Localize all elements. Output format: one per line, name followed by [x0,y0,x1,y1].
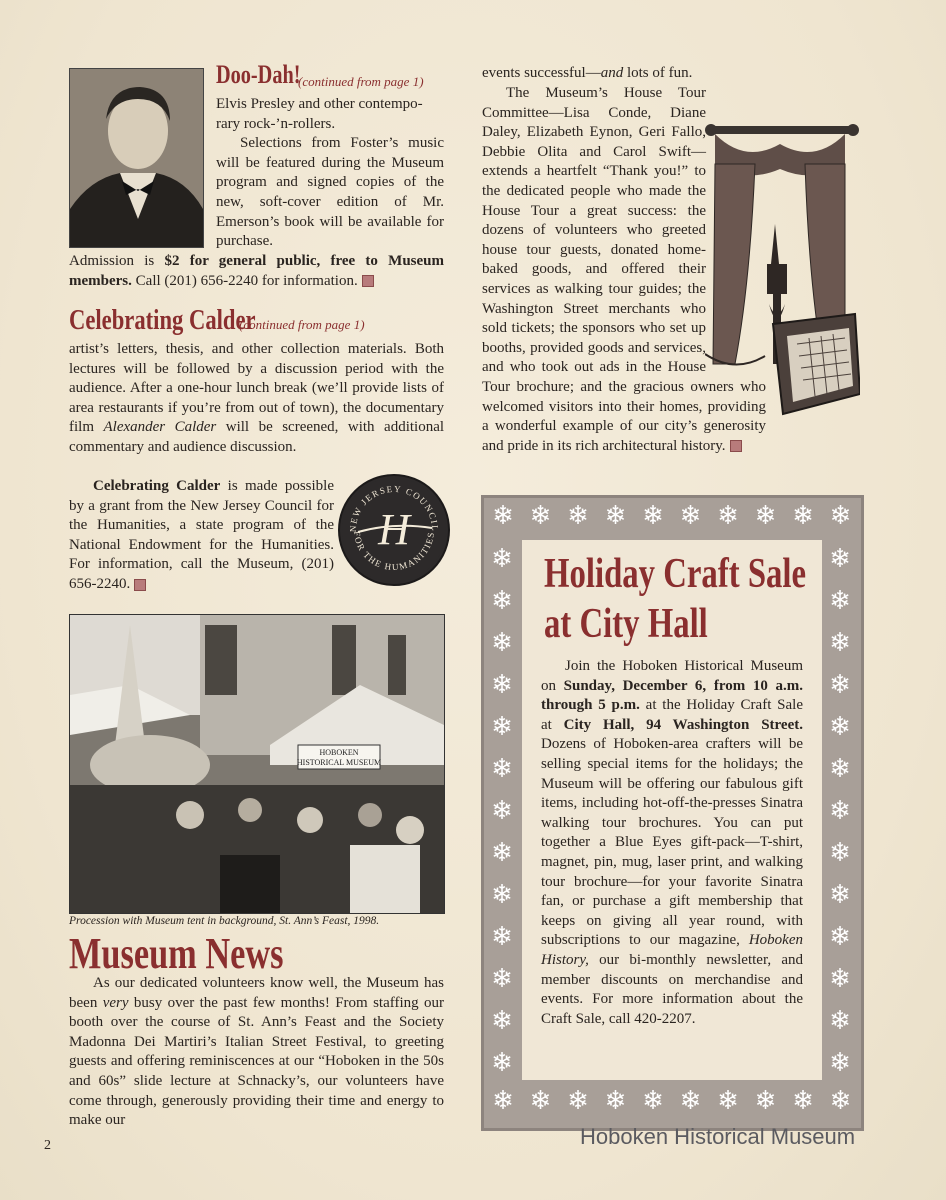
snowflake-icon: ❄ [829,754,851,783]
snowflake-icon: ❄ [491,1048,513,1077]
end-mark-icon [134,579,146,591]
snowflake-icon: ❄ [829,964,851,993]
snowflake-icon: ❄ [491,544,513,573]
craft-location: City Hall, 94 Washington Street. [563,716,803,733]
snowflake-icon: ❄ [829,1048,851,1077]
snowflake-icon: ❄ [642,1086,664,1115]
craft-sale-paragraph [541,657,803,1029]
snowflake-icon: ❄ [792,501,814,530]
snowflake-icon: ❄ [491,754,513,783]
craft-t2: at the Holiday Craft Sale at [541,697,803,733]
snowflake-icon: ❄ [491,796,513,825]
snowflake-icon: ❄ [829,880,851,909]
snowflake-icon: ❄ [829,544,851,573]
snowflake-icon: ❄ [491,628,513,657]
calder-film-title: Alexander Calder [103,419,217,436]
snowflake-icon: ❄ [529,501,552,530]
calder-paragraph-2 [69,477,334,595]
admission-prefix: Admission is [69,253,165,269]
snowflake-icon: ❄ [829,922,851,951]
seal-bottom-text: FOR THE HUMANITIES [351,530,437,573]
snowflake-icon: ❄ [829,670,851,699]
end-mark-icon [362,275,374,287]
snowflake-icon: ❄ [754,501,777,530]
craft-sale-title-line-1: Holiday Craft Sale [544,551,807,597]
snowflake-icon: ❄ [491,586,513,615]
feast-photo-illustration [70,615,444,913]
calder-continued: (continued from page 1) [239,317,365,332]
museum-news-title: Museum News [69,929,284,978]
tent-sign-line-2: HISTORICAL MUSEUM [296,758,382,767]
museum-watermark: Hoboken Historical Museum [580,1124,856,1149]
photo-caption: Procession with Museum tent in background, St. Ann’s Feast, 1998. [69,915,380,927]
right-top-a: events successful— [482,65,601,81]
snowflake-icon: ❄ [642,501,664,530]
snowflake-icon: ❄ [679,1086,702,1115]
snowflake-icon: ❄ [567,501,589,530]
doodah-admission [69,252,444,291]
seal-letter: H [378,505,410,554]
snowflake-icon: ❄ [604,501,627,530]
craft-sale-box [481,495,864,1131]
snowflake-icon: ❄ [829,1086,852,1115]
craft-sale-panel [522,540,822,1080]
calder-paragraph-1 [69,340,444,458]
snowflake-icon: ❄ [491,670,513,699]
snowflake-icon: ❄ [717,501,739,530]
snowflake-icon: ❄ [679,501,702,530]
snowflake-icon: ❄ [491,922,513,951]
doodah-line-1: Elvis Presley and other contempo- [216,96,423,112]
snowflake-icon: ❄ [491,838,513,867]
feast-photo [69,614,445,914]
nj-council-seal-logo [338,474,450,586]
snowflake-icon: ❄ [829,838,851,867]
craft-t4: our bi-monthly newsletter, and member discounts on merchandise and events. For more information about the Craft Sale, call 420-2207. [541,951,803,1027]
snowflake-icon: ❄ [492,501,514,530]
house-tour-text: The Museum’s House Tour Committee—Lisa Conde, Diane Daley, Elizabeth Eynon, Geri Fallo, Debbie Olita and Carol Swift— extends a heartfelt “Thank you!” to the dedicated people who made the House Tour a great success: the dozens of volunteers who greeted house tour guests, donated home-baked goods, and offered their services as walking tour guides; the Washington Street merchants who sold tickets; the sponsors who set up booths, provided goods and services, and who took out ads in the House Tour brochure; and the gracious owners who welcomed visitors into their homes, providing a wonderful example of our city’s generosity and pride in its rich architectural history. [482,85,766,454]
right-top-em: and [600,65,624,81]
doodah-line-2: rary rock-’n-rollers. [216,115,336,132]
tent-sign-line-1: HOBOKEN [319,748,359,757]
snowflake-icon: ❄ [491,712,513,741]
craft-sale-title-line-2: at City Hall [544,601,708,647]
doodah-continued: (continued from page 1) [298,74,424,89]
calder-credit-text: is made possible by a grant from the New Jersey Council for the Humanities, a state program of the National Endowment for the Humanities. For information, call the Museum, (201) 656-2240. [69,478,335,592]
doodah-title: Doo-Dah! [216,60,301,89]
museum-news-paragraph [69,974,444,1131]
snowflake-icon: ❄ [829,796,851,825]
doodah-paragraph: Selections from Foster’s music will be featured during the Museum program and signed copies of the new, soft-cover edition of Mr. Emerson’s book will be available for purchase. [216,135,444,250]
snowflake-icon: ❄ [829,712,851,741]
snowflake-icon: ❄ [829,628,851,657]
snowflake-icon: ❄ [604,1086,627,1115]
calder-title: Celebrating Calder [69,304,256,336]
end-mark-icon [730,440,742,452]
calder-p1a: artist’s letters, thesis, and other collection materials. Both lectures will be followed by a discussion period with the audience. After a one-hour lunch break (we’ll provide lists of area restaurants if you’re from out of town), the documentary film [69,341,444,436]
snowflake-icon: ❄ [491,964,513,993]
news-p1b: busy over the past few months! From staffing our booth over the course of St. Ann’s Feast and the Society Madonna Dei Martiri’s Italian Street Festival, to greeting guests and offering reminiscences at our “Hoboken in the 50s and 60s” slide lecture at Schnacky’s, our volunteers have come through, generously providing their time and energy to make our [69,994,444,1129]
news-emphasis: very [102,994,129,1011]
snowflake-icon: ❄ [491,880,513,909]
portrait-illustration [70,69,203,247]
right-top-line [482,64,858,84]
snowflake-icon: ❄ [829,586,851,615]
snowflake-icon: ❄ [567,1086,589,1115]
craft-magazine: Hoboken History, [541,932,803,968]
seal-top-text: NEW JERSEY COUNCIL [347,483,441,533]
snowflake-icon: ❄ [754,1086,777,1115]
news-p1a: As our dedicated volunteers know well, the Museum has been [69,975,444,1011]
admission-price: $2 for general public, free to Museum members. [69,253,444,289]
snowflake-icon: ❄ [829,1006,851,1035]
snowflake-icon: ❄ [829,501,852,530]
craft-t3: Dozens of Hoboken-area crafters will be selling special items for the holidays; the Museum will be offering our fabulous gift items, including hot-off-the-presses Sinatra walking tour brochures. You can put together a Blue Eyes gift-pack—T-shirt, magnet, pin, mug, laser print, and walking tour brochure—for your favorite Sinatra fan, or purchase a gift membership that keeps on giving all year round, with subscriptions to our magazine, [541,736,803,949]
snowflake-icon: ❄ [792,1086,814,1115]
snowflake-icon: ❄ [529,1086,552,1115]
portrait-photo [69,68,204,248]
calder-credit-title: Celebrating Calder [93,478,221,494]
admission-suffix: Call (201) 656-2240 for information. [131,272,358,289]
snowflake-icon: ❄ [492,1086,514,1115]
calder-p1b: will be screened, with additional commentary and audience discussion. [69,419,445,455]
seal-graphic [340,476,448,584]
snowflake-icon: ❄ [491,1006,513,1035]
right-top-b: lots of fun. [623,65,693,81]
craft-t1: Join the Hoboken Historical Museum on [541,658,803,694]
snowflake-icon: ❄ [717,1086,739,1115]
craft-date: Sunday, December 6, from 10 a.m. through 5 p.m. [541,677,803,714]
page-number: 2 [44,1138,51,1153]
